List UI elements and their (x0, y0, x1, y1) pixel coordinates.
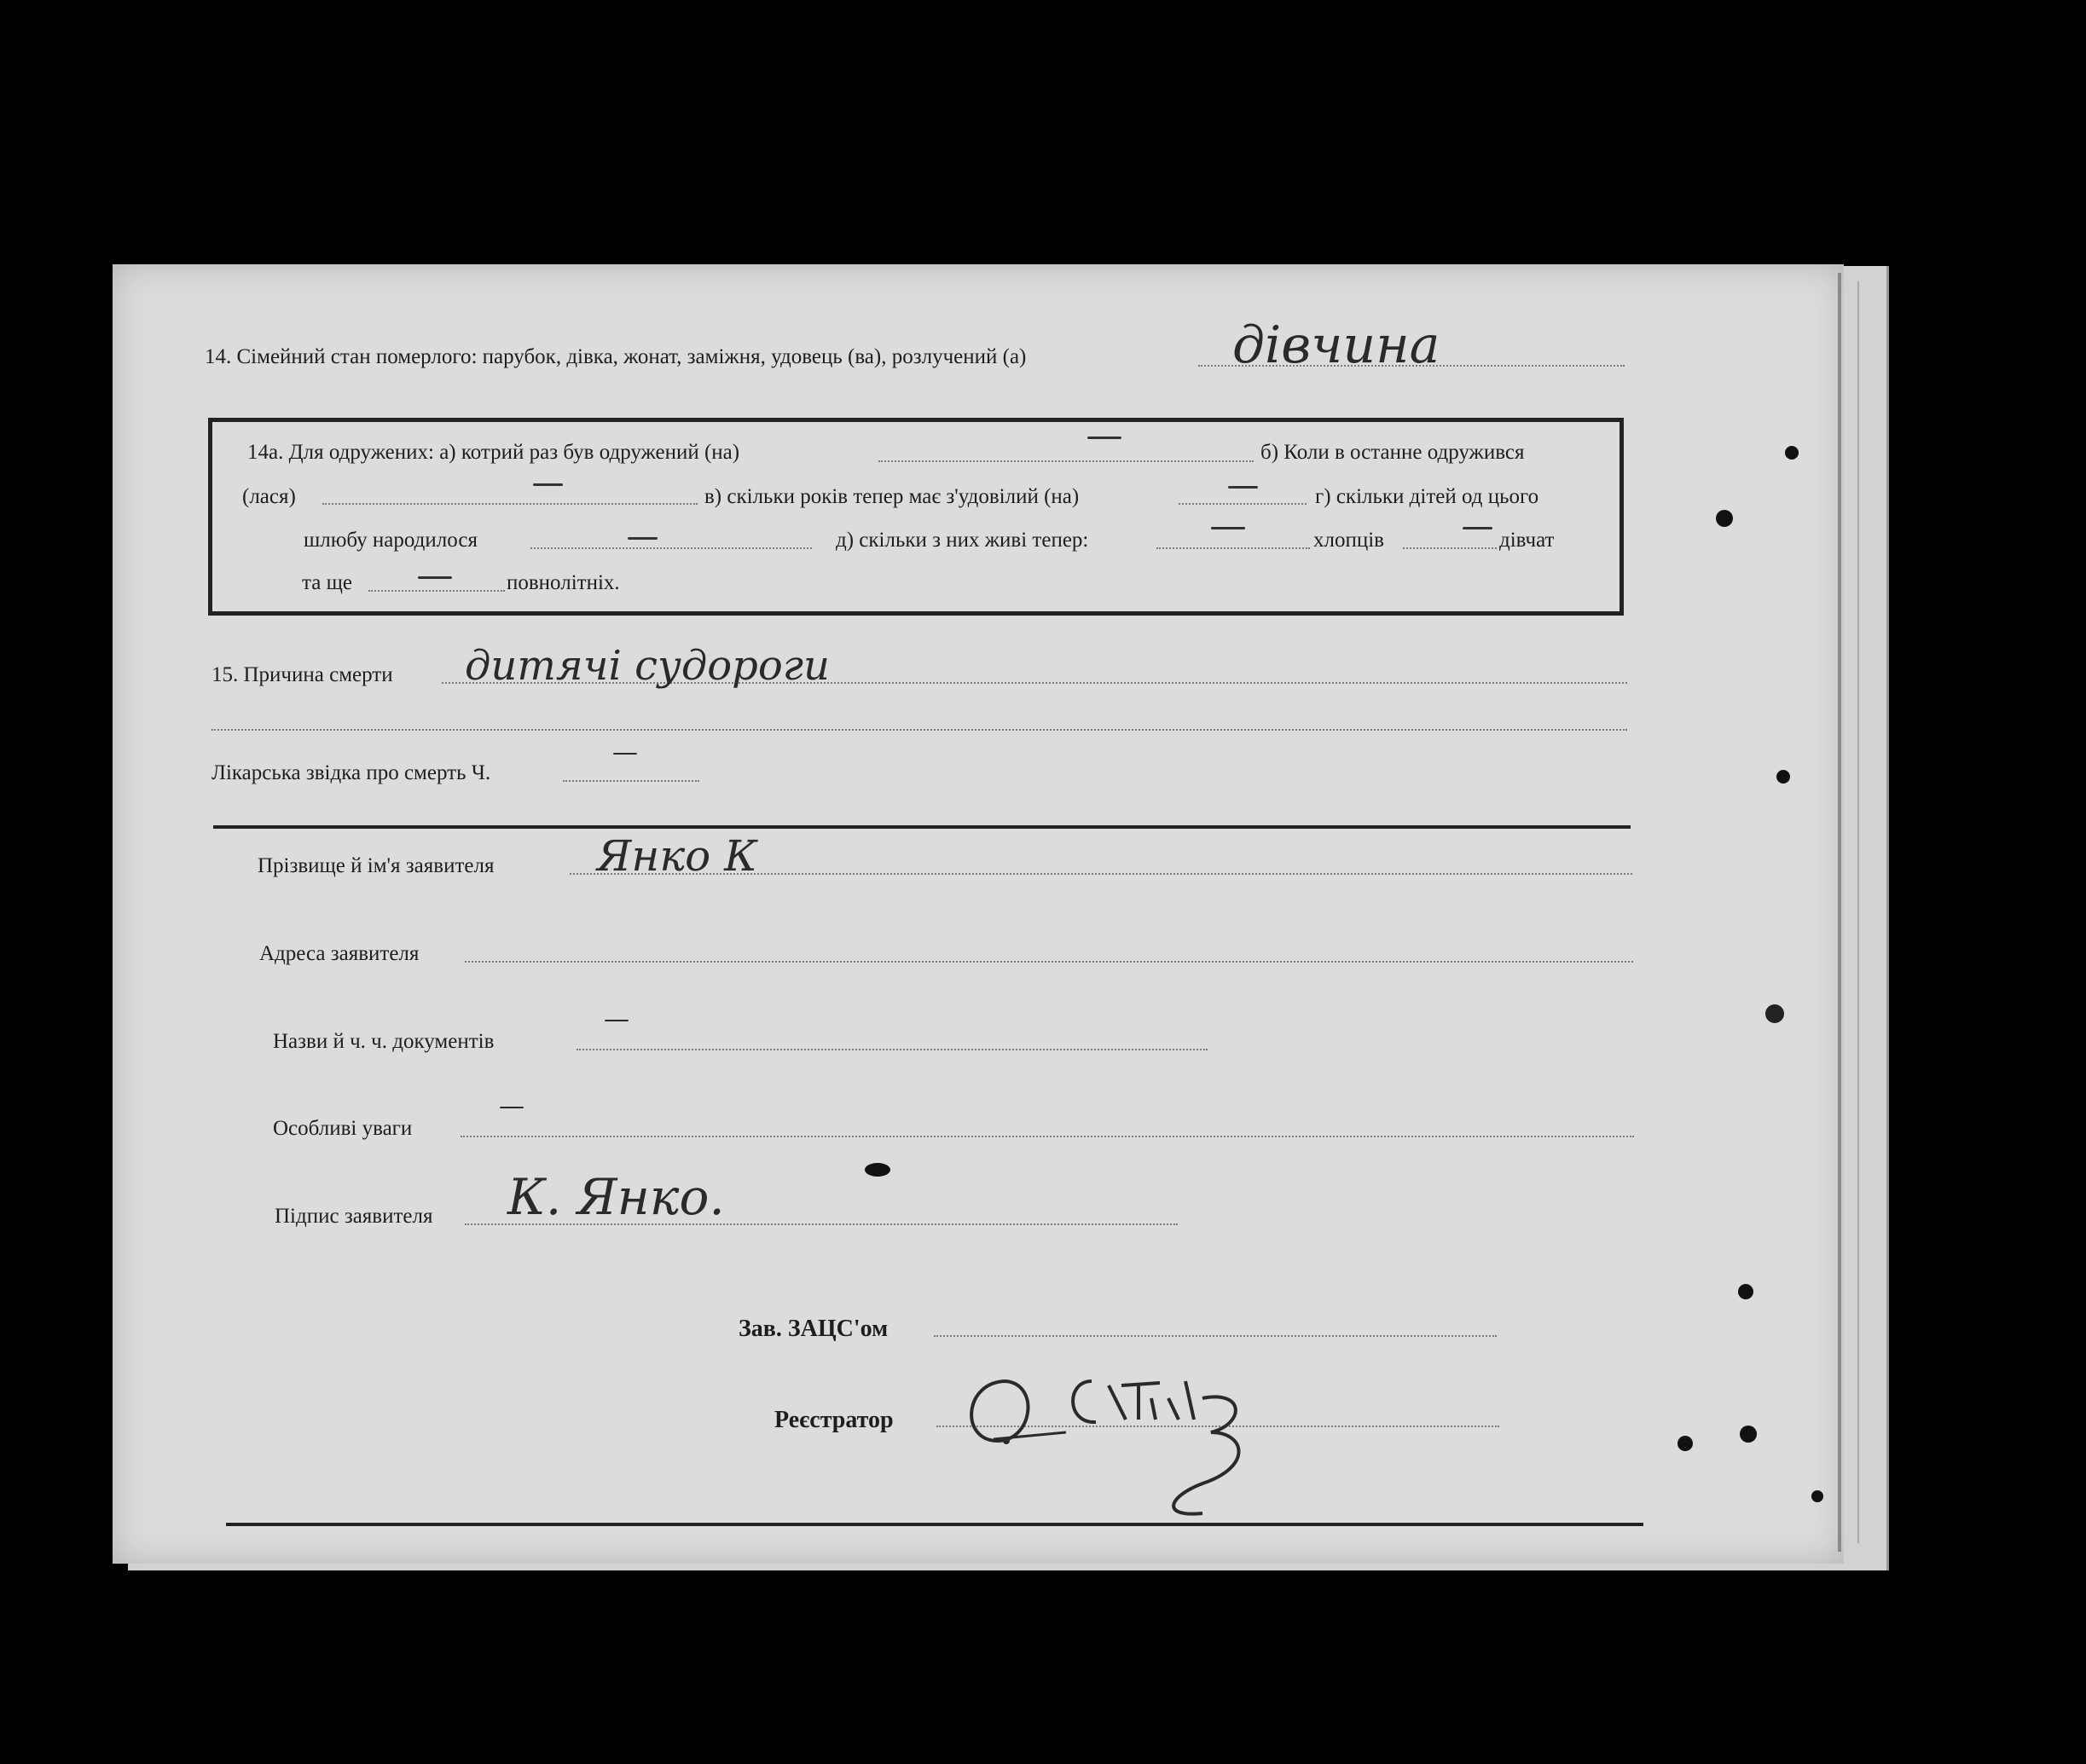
widowed-years-label: в) скільки років тепер має з'удовілий (на) (704, 485, 1080, 508)
applicant-name-value: Янко К (597, 831, 757, 881)
punch-hole (1785, 446, 1799, 460)
widowed-years-line (1179, 503, 1307, 505)
registrar-signature (955, 1347, 1313, 1539)
paper-edge (1838, 273, 1841, 1552)
bottom-rule (226, 1523, 1643, 1526)
girls-label: дівчат (1499, 529, 1555, 552)
documents-line (577, 1049, 1208, 1050)
documents-label: Назви й ч. ч. документів (273, 1030, 495, 1053)
children-born-label: шлюбу народилося (304, 529, 478, 552)
applicant-signature-label: Підпис заявителя (275, 1205, 433, 1228)
remarks-line (461, 1136, 1634, 1137)
medical-certificate-label: Лікарська звідка про смерть Ч. (211, 761, 491, 784)
applicant-address-line (465, 961, 1633, 963)
adults-line (368, 590, 505, 592)
children-born-line (530, 547, 812, 549)
boys-line (1403, 547, 1497, 549)
remarks-label: Особливі уваги (273, 1117, 413, 1140)
adults-label-end: повнолітніх. (507, 571, 620, 594)
remarks-value: — (499, 1091, 524, 1121)
children-alive-dash (1211, 527, 1245, 529)
ink-blot (865, 1163, 890, 1177)
medical-certificate-line (563, 780, 699, 782)
cause-of-death-value: дитячі судороги (465, 642, 830, 690)
children-alive-label: д) скільки з них живі тепер: (836, 529, 1089, 552)
punch-hole (1765, 1004, 1784, 1023)
last-married-dash (533, 483, 563, 486)
adults-label: та ще (302, 571, 352, 594)
children-label: г) скільки дітей од цього (1315, 485, 1539, 508)
punch-hole (1738, 1284, 1753, 1299)
married-times-label: 14а. Для одружених: а) котрий раз був одружений (на) (247, 441, 740, 464)
boys-dash (1463, 527, 1492, 529)
punch-hole (1677, 1436, 1693, 1451)
married-times-line (878, 460, 1254, 462)
marital-status-value: дівчина (1232, 315, 1440, 375)
punch-hole (1740, 1426, 1757, 1443)
cause-of-death-label: 15. Причина смерти (211, 663, 393, 686)
applicant-signature-value: К. Янко. (507, 1168, 725, 1226)
registrar-label: Реєстратор (774, 1407, 894, 1433)
boys-label: хлопців (1313, 529, 1384, 552)
head-zags-label: Зав. ЗАЦС'ом (739, 1316, 889, 1342)
adults-dash (418, 576, 452, 579)
documents-value: — (604, 1004, 629, 1034)
head-zags-line (934, 1335, 1497, 1337)
applicant-address-label: Адреса заявителя (259, 942, 420, 965)
last-married-line (322, 503, 698, 505)
last-married-label: б) Коли в останне одружився (1260, 441, 1525, 464)
married-times-dash (1087, 437, 1121, 439)
widowed-years-dash (1228, 486, 1258, 489)
divider (213, 825, 1631, 829)
punch-hole (1776, 770, 1790, 784)
children-born-dash (628, 537, 658, 540)
cause-of-death-line-2 (211, 729, 1627, 731)
children-alive-line (1156, 547, 1310, 549)
medical-certificate-value: — (612, 737, 638, 767)
applicant-name-label: Прізвище й ім'я заявителя (258, 854, 495, 877)
marital-status-label: 14. Сімейний стан померлого: парубок, дівка, жонат, заміжня, удовець (ва), розлучений (а) (205, 345, 1027, 368)
punch-hole (1716, 510, 1733, 527)
punch-hole (1811, 1490, 1823, 1502)
paper-edge (1857, 281, 1859, 1543)
last-married-label-cont: (лася) (242, 485, 296, 508)
